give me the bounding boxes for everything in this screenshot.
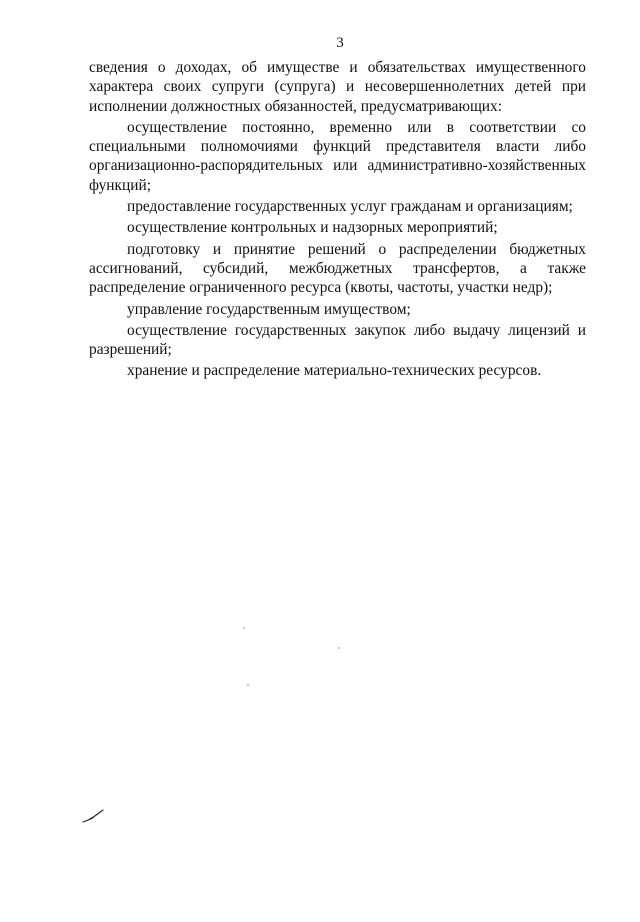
list-item-procurement: осуществление государственных закупок либо выдачу лицензий и разрешений; bbox=[89, 321, 586, 359]
list-item-control-measures: осуществление контрольных и надзорных мероприятий; bbox=[127, 219, 498, 237]
scan-speck bbox=[247, 684, 249, 686]
paragraph-intro: сведения о доходах, об имуществе и обязательствах имущественного характера своих супруги (супруга) и несовершеннолетних детей при исполнении должностных обязанностей, предусматривающих: bbox=[89, 59, 586, 115]
list-item-representative-functions: осуществление постоянно, временно или в соответствии со специальными полномочиями функций представителя власти либо организационно-распорядительных или административно-хозяйственных функций; bbox=[89, 118, 586, 194]
handwritten-check-icon bbox=[82, 808, 104, 824]
list-item-property-management: управление государственным имуществом; bbox=[127, 300, 411, 318]
scan-speck bbox=[243, 627, 245, 629]
scan-speck bbox=[338, 647, 340, 649]
document-body bbox=[89, 58, 586, 381]
list-item-public-services: предоставление государственных услуг гражданам и организациям; bbox=[127, 198, 573, 216]
list-item-budget-decisions: подготовку и принятие решений о распределении бюджетных ассигнований, субсидий, межбюджетных трансфертов, а также распределение ограниченного ресурса (квоты, частоты, участки недр); bbox=[89, 240, 586, 297]
page-number: 3 bbox=[336, 35, 344, 51]
list-item-resource-storage: хранение и распределение материально-технических ресурсов. bbox=[127, 362, 542, 380]
